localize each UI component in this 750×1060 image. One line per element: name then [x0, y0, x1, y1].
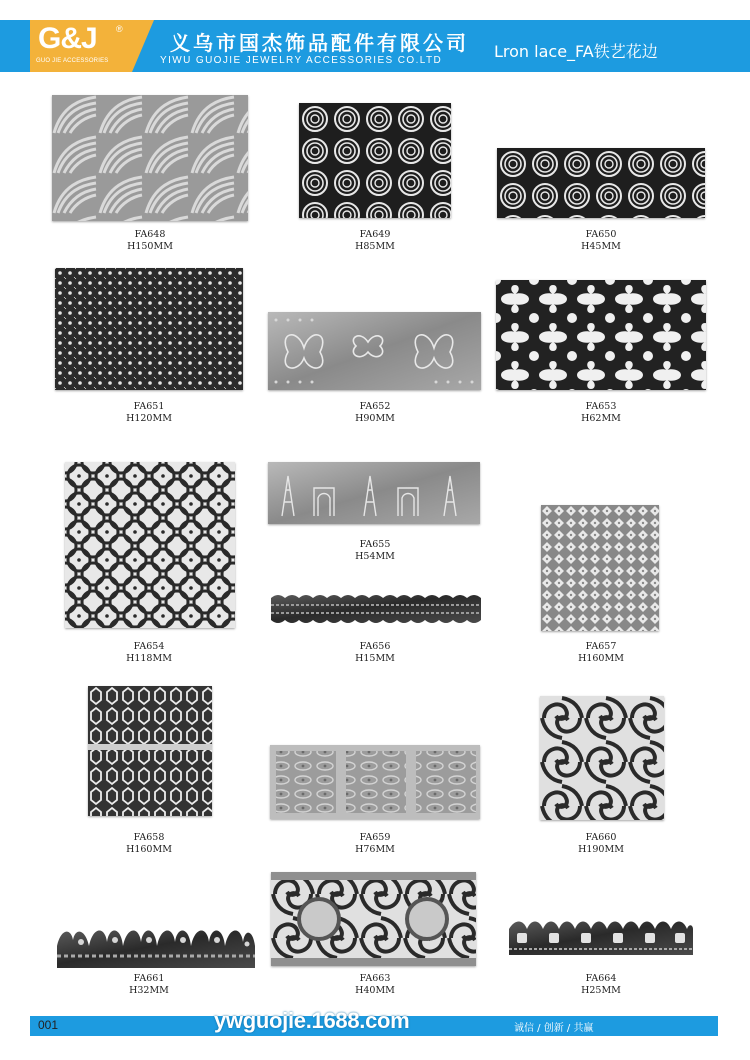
product-image-fa663[interactable] [271, 872, 476, 966]
product-code: FA654 [133, 641, 165, 652]
product-image-fa655[interactable] [268, 462, 480, 524]
product-code: FA650 [585, 229, 617, 240]
product-code: FA652 [359, 401, 391, 412]
logo-text: G&J [38, 22, 97, 55]
product-size: H76MM [355, 844, 395, 855]
scroll-swirl-pattern [540, 696, 664, 820]
product-code: FA648 [134, 229, 166, 240]
product-label-fa649 [295, 229, 455, 253]
store-url-link[interactable]: ywguojie.1688.com [214, 1008, 410, 1033]
product-image-fa659[interactable] [270, 745, 480, 819]
geometric-hex-pattern [88, 686, 212, 816]
product-code: FA660 [585, 832, 617, 843]
product-code: FA649 [359, 229, 391, 240]
product-size: H45MM [581, 241, 621, 252]
embossed-panel-pattern [270, 745, 480, 819]
product-size: H120MM [126, 413, 172, 424]
product-image-fa654[interactable] [65, 462, 235, 628]
arch-lace-trim-pattern [509, 915, 693, 955]
rose-lace-pattern [299, 103, 451, 218]
product-size: H40MM [355, 985, 395, 996]
product-image-fa651[interactable] [55, 268, 243, 390]
company-name-chinese: 义乌市国杰饰品配件有限公司 [170, 31, 469, 55]
product-code: FA655 [359, 539, 391, 550]
product-label-fa648 [70, 229, 230, 253]
product-code: FA659 [359, 832, 391, 843]
product-size: H118MM [126, 653, 172, 664]
product-image-fa656[interactable] [271, 592, 481, 626]
product-code: FA664 [585, 973, 617, 984]
product-image-fa661[interactable] [57, 920, 255, 968]
product-size: H190MM [578, 844, 624, 855]
butterfly-embossed-pattern [268, 312, 481, 390]
product-image-fa649[interactable] [299, 103, 451, 218]
logo-subtitle: GUO JIE ACCESSORIES [36, 58, 109, 64]
scalloped-trim-pattern [271, 592, 481, 626]
product-label-fa653 [521, 401, 681, 425]
product-size: H160MM [126, 844, 172, 855]
product-label-fa661 [69, 973, 229, 997]
diamond-lattice-pattern [541, 505, 659, 631]
product-size: H160MM [578, 653, 624, 664]
product-image-fa648[interactable] [52, 95, 248, 221]
product-label-fa664 [521, 973, 681, 997]
product-label-fa654 [69, 641, 229, 665]
product-size: H15MM [355, 653, 395, 664]
product-image-fa650[interactable] [497, 148, 705, 218]
logo-corner-decoration [132, 20, 154, 72]
product-label-fa663 [295, 973, 455, 997]
product-label-fa651 [69, 401, 229, 425]
quatrefoil-lattice-pattern [496, 280, 706, 390]
product-size: H25MM [581, 985, 621, 996]
product-size: H150MM [127, 241, 173, 252]
product-code: FA657 [585, 641, 617, 652]
category-title: Lron lace_FA铁艺花边 [494, 42, 658, 61]
product-size: H85MM [355, 241, 395, 252]
product-code: FA663 [359, 973, 391, 984]
product-image-fa660[interactable] [540, 696, 664, 820]
product-label-fa652 [295, 401, 455, 425]
leaf-lace-pattern [52, 95, 248, 221]
product-size: H62MM [581, 413, 621, 424]
product-code: FA658 [133, 832, 165, 843]
product-size: H90MM [355, 413, 395, 424]
product-label-fa650 [521, 229, 681, 253]
interlocking-circle-pattern [65, 462, 235, 628]
ornate-medallion-pattern [271, 872, 476, 966]
product-size: H54MM [355, 551, 395, 562]
product-image-fa664[interactable] [509, 915, 693, 955]
product-label-fa660 [521, 832, 681, 856]
product-image-fa657[interactable] [541, 505, 659, 631]
registered-mark: ® [116, 24, 123, 34]
product-label-fa658 [69, 832, 229, 856]
company-slogan: 诚信 / 创新 / 共赢 [514, 1023, 594, 1034]
company-name-english: YIWU GUOJIE JEWELRY ACCESSORIES CO.LTD [160, 55, 443, 66]
page-number: 001 [38, 1018, 59, 1032]
product-label-fa656 [295, 641, 455, 665]
product-size: H32MM [129, 985, 169, 996]
product-label-fa657 [521, 641, 681, 665]
heart-crown-trim-pattern [57, 920, 255, 968]
brand-logo [30, 20, 132, 72]
eiffel-tower-embossed-pattern [268, 462, 480, 524]
product-label-fa659 [295, 832, 455, 856]
product-image-fa653[interactable] [496, 280, 706, 390]
product-code: FA651 [133, 401, 165, 412]
product-image-fa658[interactable] [88, 686, 212, 816]
product-code: FA656 [359, 641, 391, 652]
product-label-fa655 [295, 539, 455, 563]
perforated-dot-pattern [55, 268, 243, 390]
product-code: FA653 [585, 401, 617, 412]
rose-band-pattern [497, 148, 705, 218]
product-code: FA661 [133, 973, 165, 984]
product-image-fa652[interactable] [268, 312, 481, 390]
